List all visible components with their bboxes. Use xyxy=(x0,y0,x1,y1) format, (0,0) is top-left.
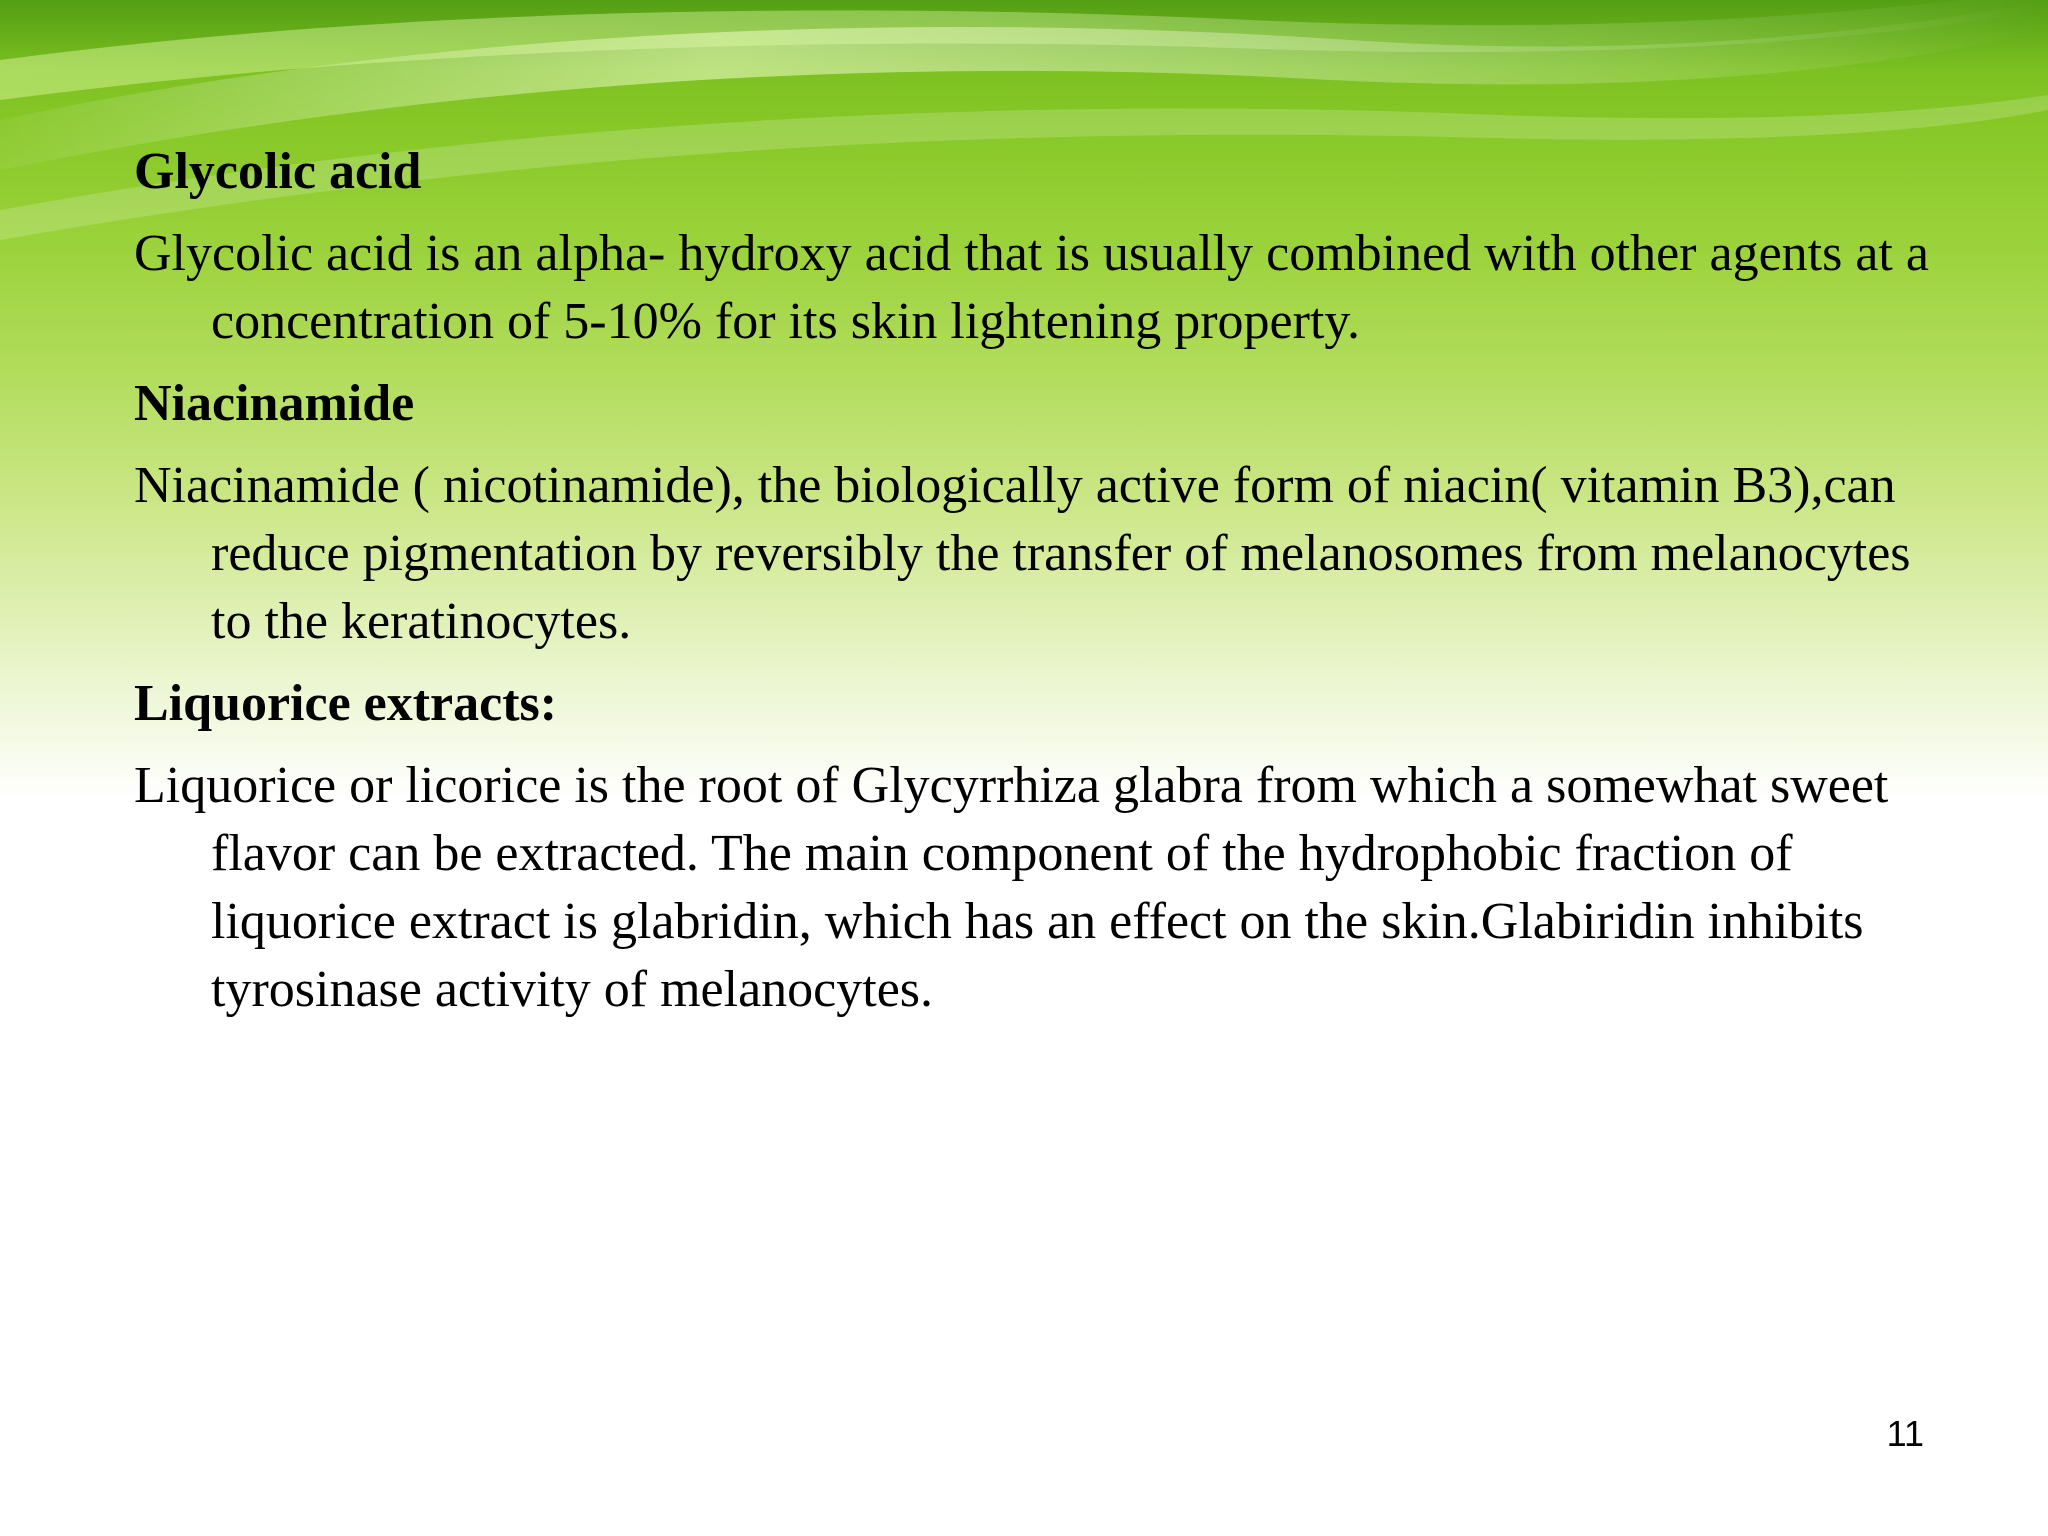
page-number: 11 xyxy=(1886,1413,1924,1454)
section-glycolic-acid xyxy=(134,138,1934,356)
section-liquorice-extracts xyxy=(134,670,1934,1024)
section-heading: Niacinamide xyxy=(134,375,415,432)
section-heading: Glycolic acid xyxy=(134,143,422,200)
section-heading: Liquorice extracts: xyxy=(134,675,558,732)
section-body: Niacinamide ( nicotinamide), the biologically active form of niacin( vitamin B3),can reduce pigmentation by reversibly the transfer of melanosomes from melanocytes to the keratinocytes. xyxy=(134,457,1911,650)
slide-content xyxy=(134,138,1934,1038)
section-body: Liquorice or licorice is the root of Glycyrrhiza glabra from which a somewhat sweet flavor can be extracted. The main component of the hydrophobic fraction of liquorice extract is glabridin, which has an effect on the skin.Glabiridin inhibits tyrosinase activity of melanocytes. xyxy=(134,757,1889,1018)
section-body: Glycolic acid is an alpha- hydroxy acid that is usually combined with other agents at a concentration of 5-10% for its skin lightening property. xyxy=(134,225,1929,350)
section-niacinamide xyxy=(134,370,1934,656)
